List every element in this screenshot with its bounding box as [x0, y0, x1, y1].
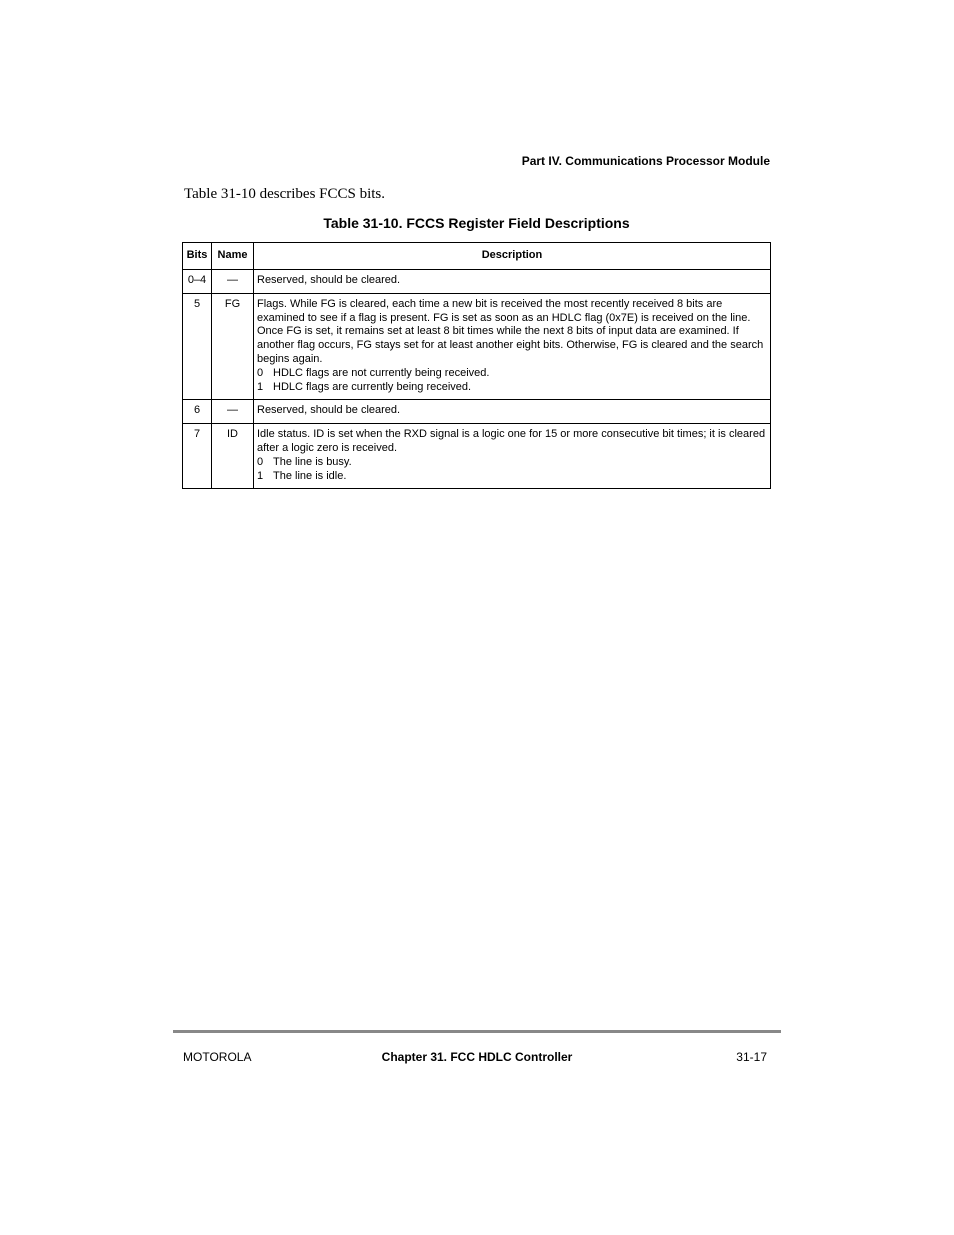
cell-description — [254, 293, 771, 400]
description-text: Reserved, should be cleared. — [257, 404, 401, 417]
value-option — [257, 470, 767, 484]
footer-chapter-title: Chapter 31. FCC HDLC Controller — [381, 1050, 573, 1064]
option-value: 1 — [257, 469, 264, 482]
table-caption: Table 31-10. FCCS Register Field Descriptions — [323, 215, 630, 231]
cell-name: ID — [212, 424, 254, 489]
column-header-bits: Bits — [183, 243, 212, 270]
table-header-row — [183, 243, 771, 270]
field-descriptions-table — [182, 242, 771, 489]
table-row — [183, 293, 771, 400]
option-value: 0 — [257, 455, 264, 468]
table-row — [183, 424, 771, 489]
cell-name: FG — [212, 293, 254, 400]
description-text: Idle status. ID is set when the RXD signal is a logic one for 15 or more consecutive bit times; it is cleared after a logic zero is received. — [257, 428, 766, 454]
footer-page-number: 31-17 — [736, 1050, 767, 1064]
description-text: Flags. While FG is cleared, each time a new bit is received the most recently received 8 bits are examined to see if a flag is present. FG is set as soon as an HDLC flag (0x7E) is received on the line. Once FG is set, it remains set at least 8 bit times while the next 8 bits of input data are examined. If another flag occurs, FG stays set for at least another eight bits. Otherwise, FG is cleared and the search begins again. — [257, 297, 764, 365]
column-header-name: Name — [212, 243, 254, 270]
cell-bits: 0–4 — [183, 270, 212, 294]
option-text: HDLC flags are not currently being received. — [273, 366, 490, 379]
table-row — [183, 400, 771, 424]
value-option — [257, 367, 767, 381]
table-body — [183, 270, 771, 489]
cell-bits: 6 — [183, 400, 212, 424]
intro-paragraph: Table 31-10 describes FCCS bits. — [184, 186, 386, 202]
option-value: 1 — [257, 380, 264, 393]
cell-bits: 5 — [183, 293, 212, 400]
column-header-description: Description — [254, 243, 771, 270]
cell-name: — — [212, 270, 254, 294]
value-option — [257, 381, 767, 395]
cell-description — [254, 424, 771, 489]
value-option — [257, 456, 767, 470]
footer-company: MOTOROLA — [183, 1050, 252, 1064]
option-text: The line is busy. — [273, 455, 352, 468]
option-text: HDLC flags are currently being received. — [273, 380, 472, 393]
option-text: The line is idle. — [273, 469, 347, 482]
cell-name: — — [212, 400, 254, 424]
description-text: Reserved, should be cleared. — [257, 274, 401, 286]
cell-description — [254, 270, 771, 294]
table-row — [183, 270, 771, 294]
option-value: 0 — [257, 366, 264, 379]
footer-rule — [173, 1030, 781, 1033]
cell-bits: 7 — [183, 424, 212, 489]
cell-description — [254, 400, 771, 424]
running-header: Part IV. Communications Processor Module — [521, 154, 770, 168]
